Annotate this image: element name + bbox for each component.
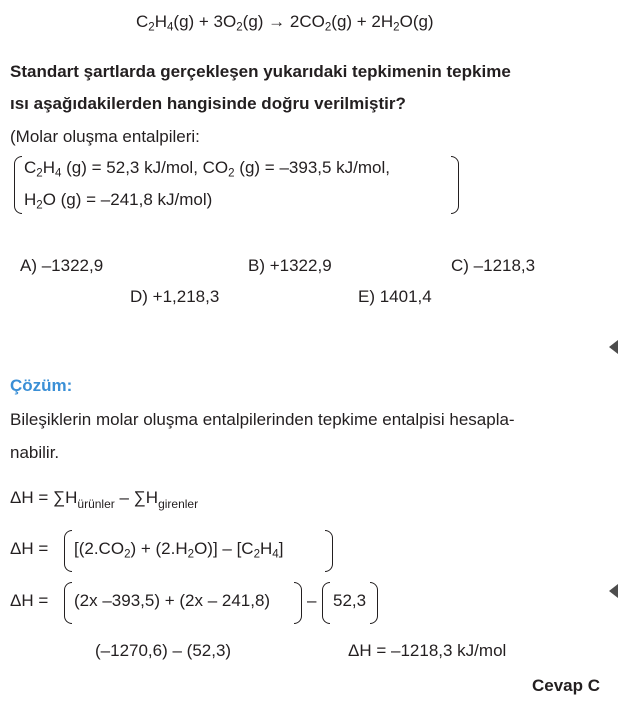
right-paren <box>451 156 459 214</box>
eq2-open-paren <box>64 530 72 572</box>
edge-marker-icon <box>609 340 618 354</box>
reaction-equation: $C_2H_4(g) + 3O_2(g) \to 2CO_2(g) + 2H_2O(g)$ <box>136 12 434 34</box>
left-paren <box>14 156 22 214</box>
equation-3-body: (2x –393,5) + (2x – 241,8) <box>74 591 271 610</box>
equation-3-minus: – <box>307 591 317 610</box>
equation-1: $\Delta H = \sum H_{ürünler} - \sum H_{girenler}$ <box>10 488 199 511</box>
edge-marker-icon <box>609 584 618 598</box>
note-heading: (Molar oluşma entalpileri: <box>10 127 200 146</box>
equation-3-last: 52,3 <box>333 591 367 610</box>
eq3-second-close-paren <box>370 582 378 624</box>
result-right: ΔH = –1218,3 kJ/mol <box>348 641 507 660</box>
question-line-2: ısı aşağıdakilerden hangisinde doğru verilmiştir? <box>10 94 406 113</box>
eq3-close-paren <box>294 582 302 624</box>
option-c: C) –1218,3 <box>451 256 536 275</box>
eq2-close-paren <box>325 530 333 572</box>
equation-2-lhs: ΔH = <box>10 539 49 558</box>
option-e: E) 1401,4 <box>358 287 432 306</box>
option-d: D) +1,218,3 <box>130 287 220 306</box>
eq3-second-open-paren <box>322 582 330 624</box>
answer-label: Cevap C <box>532 676 601 695</box>
option-a: A) –1322,9 <box>20 256 104 275</box>
option-b: B) +1322,9 <box>248 256 332 275</box>
enthalpy-line-2: $H_2O$ (g) = –241,8 kJ/mol) <box>24 190 213 212</box>
equation-2-body: $[(2.CO_2) + (2.H_2O)] - [C_2H_4]$ <box>74 539 284 561</box>
question-line-1: Standart şartlarda gerçekleşen yukarıdaki tepkimenin tepkime <box>10 62 511 81</box>
eq3-open-paren <box>64 582 72 624</box>
solution-heading: Çözüm: <box>10 376 73 395</box>
solution-text-1: Bileşiklerin molar oluşma entalpilerinden tepkime entalpisi hesapla- <box>10 410 515 429</box>
solution-text-2: nabilir. <box>10 443 60 462</box>
equation-3-lhs: ΔH = <box>10 591 49 610</box>
enthalpy-line-1: $C_2H_4$ (g) = 52,3 kJ/mol, $CO_2$ (g) = –393,5 kJ/mol, <box>24 158 391 180</box>
result-left: (–1270,6) – (52,3) <box>95 641 232 660</box>
